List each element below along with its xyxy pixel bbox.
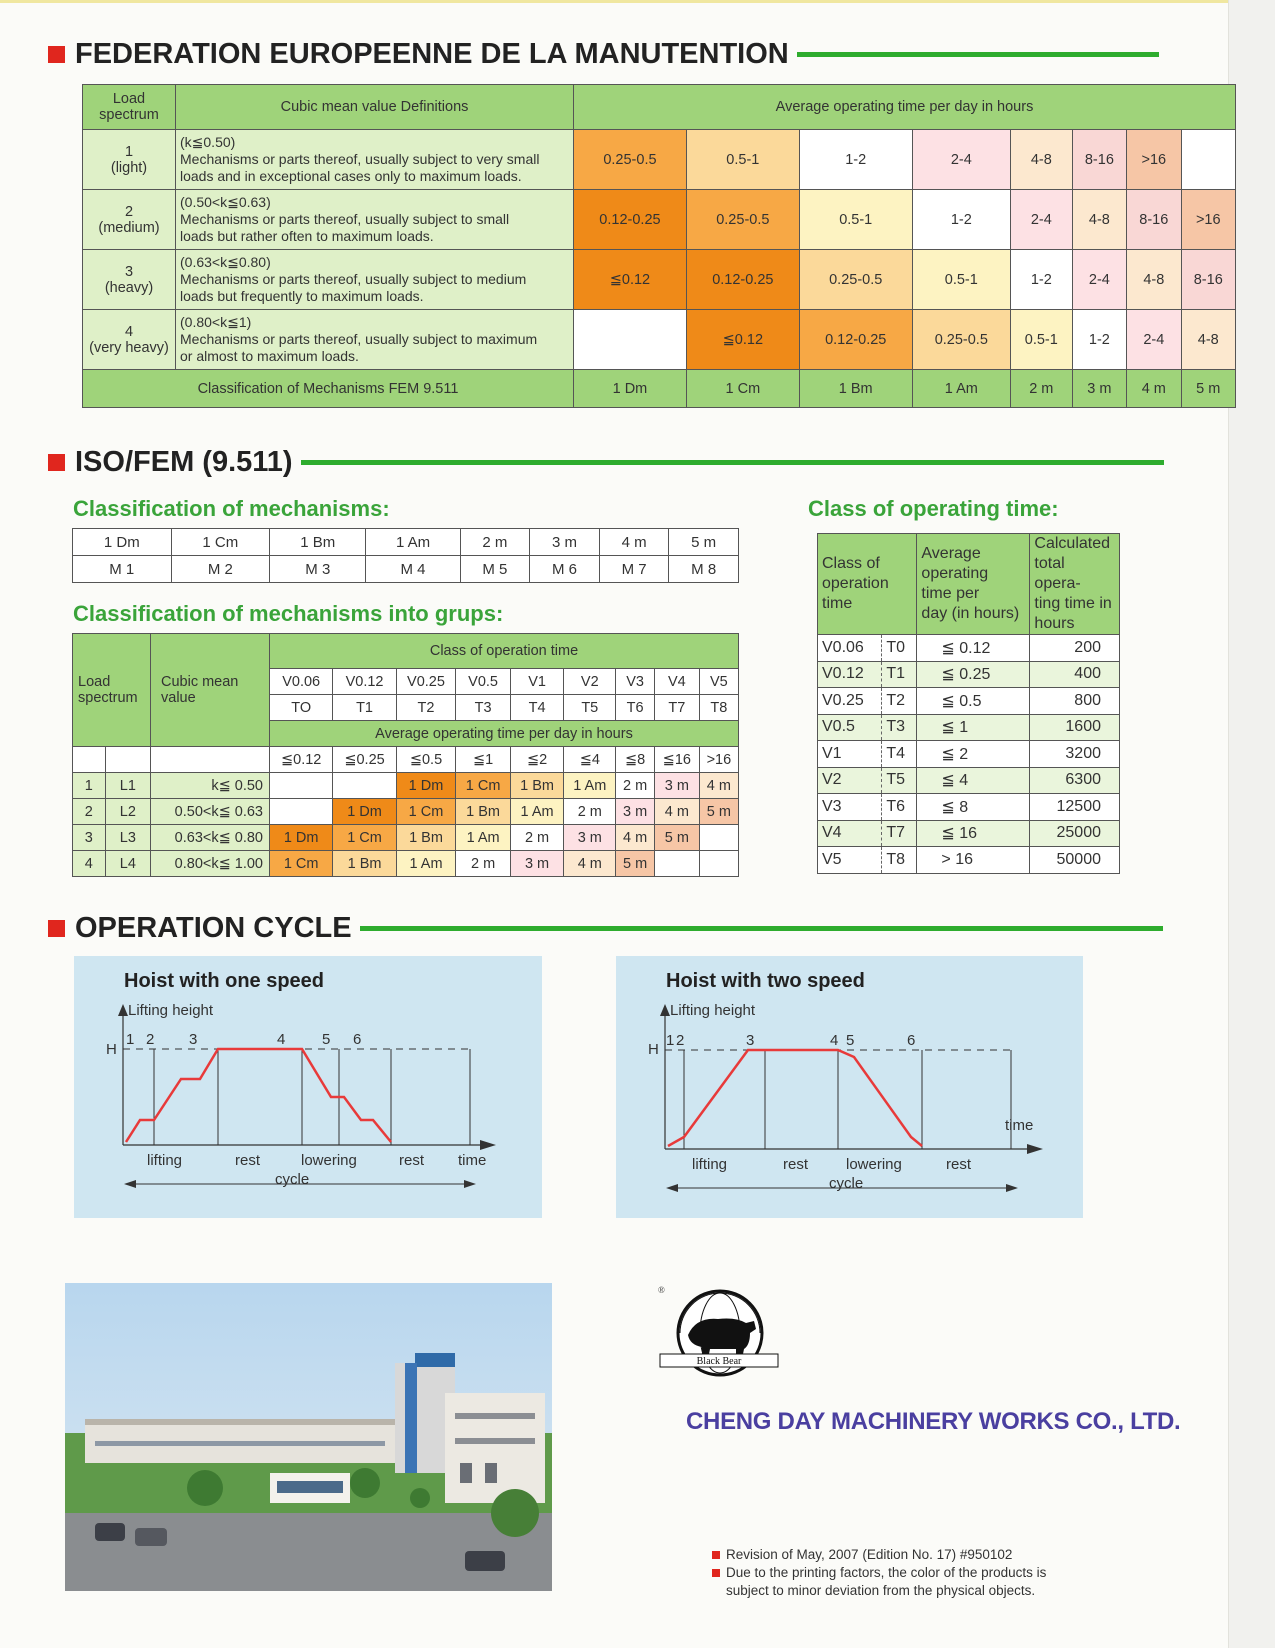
table-row bbox=[818, 847, 1120, 874]
groups-h-load: Load spectrum bbox=[73, 634, 151, 747]
cm-iso: M 7 bbox=[599, 556, 669, 583]
fem-cell: ≦0.12 bbox=[574, 250, 687, 310]
table-cell: ≦ 1 bbox=[917, 714, 1030, 741]
table-row bbox=[73, 747, 739, 773]
table-cell bbox=[105, 747, 150, 773]
table-cell: L3 bbox=[105, 825, 150, 851]
table-row bbox=[818, 794, 1120, 821]
table-cell: ≦ 4 bbox=[917, 767, 1030, 794]
table-cell: 4 m bbox=[654, 799, 699, 825]
table-row bbox=[818, 534, 1120, 635]
diagram-two-speed bbox=[616, 956, 1083, 1218]
table-cell: ≦0.25 bbox=[333, 747, 396, 773]
cm-iso: M 5 bbox=[460, 556, 530, 583]
table-cell: V1 bbox=[510, 669, 563, 695]
table-row bbox=[818, 820, 1120, 847]
phase-label: lowering bbox=[301, 1152, 357, 1169]
table-cell bbox=[270, 773, 333, 799]
point-label: 6 bbox=[907, 1032, 916, 1049]
groups-h-avg: Average operating time per day in hours bbox=[270, 721, 739, 747]
section-title: OPERATION CYCLE bbox=[75, 912, 352, 944]
fem-cell: 8-16 bbox=[1072, 130, 1126, 190]
note-item: subject to minor deviation from the physical objects. bbox=[726, 1583, 1036, 1598]
cm-iso: M 1 bbox=[73, 556, 172, 583]
table-cell bbox=[151, 747, 270, 773]
table-cell: V2 bbox=[818, 767, 882, 794]
table-cell: 1 Dm bbox=[333, 799, 396, 825]
cm-fem: 3 m bbox=[530, 529, 600, 556]
footnotes bbox=[712, 1546, 1046, 1600]
fem-cell: 4-8 bbox=[1181, 310, 1235, 370]
table-cell: 1 Am bbox=[564, 773, 616, 799]
table-cell: 4 bbox=[73, 851, 106, 877]
section-cycle-header bbox=[48, 912, 1163, 945]
fem-cell: 8-16 bbox=[1181, 250, 1235, 310]
table-cell: TO bbox=[270, 695, 333, 721]
table-cell: 1 Cm bbox=[396, 799, 456, 825]
point-label: 3 bbox=[746, 1032, 755, 1049]
table-cell: 1 Cm bbox=[456, 773, 511, 799]
fem-class: 1 Dm bbox=[574, 370, 687, 408]
fem-cell: 2-4 bbox=[1072, 250, 1126, 310]
table-row bbox=[73, 634, 739, 669]
table-cell: ≦ 2 bbox=[917, 741, 1030, 768]
table-cell: 0.63<k≦ 0.80 bbox=[151, 825, 270, 851]
fem-cell: 1-2 bbox=[912, 190, 1010, 250]
fem-cell: 0.12-0.25 bbox=[799, 310, 912, 370]
cm-iso: M 6 bbox=[530, 556, 600, 583]
table-row bbox=[818, 661, 1120, 688]
optime-table bbox=[817, 533, 1120, 874]
fem-definition: (0.50<k≦0.63) Mechanisms or parts thereof, usually subject to small loads but rather often to maximum loads. bbox=[176, 190, 574, 250]
point-label: 1 bbox=[666, 1032, 675, 1049]
fem-definition: (0.63<k≦0.80) Mechanisms or parts thereof, usually subject to medium loads but frequently to maximum loads. bbox=[176, 250, 574, 310]
point-label: 4 bbox=[277, 1031, 286, 1048]
table-cell: 1600 bbox=[1030, 714, 1120, 741]
black-bear-logo bbox=[658, 1283, 788, 1383]
fem-cell bbox=[574, 310, 687, 370]
table-cell: 4 m bbox=[616, 825, 655, 851]
table-cell bbox=[270, 799, 333, 825]
point-label: 5 bbox=[322, 1031, 331, 1048]
fem-cell: 8-16 bbox=[1127, 190, 1181, 250]
table-cell: 800 bbox=[1030, 688, 1120, 715]
point-label: 5 bbox=[846, 1032, 855, 1049]
section-iso-header bbox=[48, 446, 1164, 479]
table-cell: T7 bbox=[654, 695, 699, 721]
table-cell: 6300 bbox=[1030, 767, 1120, 794]
table-cell: V0.12 bbox=[333, 669, 396, 695]
table-cell: V3 bbox=[616, 669, 655, 695]
table-cell bbox=[73, 747, 106, 773]
table-cell: 5 m bbox=[654, 825, 699, 851]
table-cell: 1 Cm bbox=[333, 825, 396, 851]
table-row bbox=[818, 767, 1120, 794]
fem-cell: 0.25-0.5 bbox=[799, 250, 912, 310]
fem-cell bbox=[1181, 130, 1235, 190]
table-cell: L4 bbox=[105, 851, 150, 877]
y-axis-label: Lifting height bbox=[128, 1002, 214, 1019]
table-cell: 4 m bbox=[699, 773, 738, 799]
diagram-one-speed bbox=[74, 956, 542, 1218]
table-cell: L1 bbox=[105, 773, 150, 799]
table-cell: 1 Dm bbox=[270, 825, 333, 851]
table-cell: V2 bbox=[564, 669, 616, 695]
fem-class: 4 m bbox=[1127, 370, 1181, 408]
time-label: time bbox=[1005, 1117, 1034, 1134]
fem-cell: 1-2 bbox=[799, 130, 912, 190]
fem-cell: 4-8 bbox=[1127, 250, 1181, 310]
table-cell: ≦8 bbox=[616, 747, 655, 773]
optime-h2: Average operating time per day (in hours) bbox=[917, 534, 1030, 635]
fem-cell: 1-2 bbox=[1010, 250, 1072, 310]
fem-class: 3 m bbox=[1072, 370, 1126, 408]
table-cell: T4 bbox=[882, 741, 917, 768]
phase-label: rest bbox=[783, 1156, 809, 1173]
fem-cell: 0.5-1 bbox=[1010, 310, 1072, 370]
fem-cell: 2-4 bbox=[1010, 190, 1072, 250]
table-cell: L2 bbox=[105, 799, 150, 825]
table-row bbox=[818, 741, 1120, 768]
company-name: CHENG DAY MACHINERY WORKS CO., LTD. bbox=[686, 1408, 1181, 1435]
fem-cell: >16 bbox=[1127, 130, 1181, 190]
groups-row bbox=[73, 773, 739, 799]
optime-h3: Calculated total opera- ting time in hours bbox=[1030, 534, 1120, 635]
fem-row bbox=[83, 190, 1236, 250]
fem-definition: (0.80<k≦1) Mechanisms or parts thereof, usually subject to maximum or almost to maximum loads. bbox=[176, 310, 574, 370]
table-cell: T2 bbox=[882, 688, 917, 715]
table-row bbox=[818, 714, 1120, 741]
table-cell: 2 m bbox=[564, 799, 616, 825]
table-cell: V0.25 bbox=[396, 669, 456, 695]
fem-cell: 0.12-0.25 bbox=[574, 190, 687, 250]
groups-row bbox=[73, 799, 739, 825]
table-cell: V4 bbox=[654, 669, 699, 695]
table-cell: T7 bbox=[882, 820, 917, 847]
table-cell: ≦1 bbox=[456, 747, 511, 773]
fem-cell: 0.25-0.5 bbox=[686, 190, 799, 250]
cm-iso: M 4 bbox=[366, 556, 460, 583]
table-cell: 2 bbox=[73, 799, 106, 825]
table-cell: 3 m bbox=[654, 773, 699, 799]
table-cell: 3 m bbox=[616, 799, 655, 825]
red-square-icon bbox=[48, 46, 65, 63]
red-square-icon bbox=[48, 920, 65, 937]
groups-title: Classification of mechanisms into grups: bbox=[73, 601, 504, 626]
cm-iso: M 2 bbox=[171, 556, 270, 583]
fem-class: 1 Cm bbox=[686, 370, 799, 408]
phase-label: lowering bbox=[846, 1156, 902, 1173]
table-cell: 0.50<k≦ 0.63 bbox=[151, 799, 270, 825]
note-item: Due to the printing factors, the color of the products is bbox=[712, 1564, 1046, 1582]
groups-h-cubic: Cubic mean value bbox=[151, 634, 270, 747]
table-row bbox=[83, 85, 1236, 130]
fem-row bbox=[83, 130, 1236, 190]
table-cell: V5 bbox=[818, 847, 882, 874]
table-cell: V0.25 bbox=[818, 688, 882, 715]
fem-header-average: Average operating time per day in hours bbox=[574, 85, 1236, 130]
table-cell: 200 bbox=[1030, 635, 1120, 662]
table-row bbox=[73, 529, 739, 556]
fem-class: 2 m bbox=[1010, 370, 1072, 408]
point-label: 2 bbox=[676, 1032, 685, 1049]
h-label: H bbox=[106, 1041, 117, 1058]
fem-cell: 0.12-0.25 bbox=[686, 250, 799, 310]
table-cell: V4 bbox=[818, 820, 882, 847]
fem-class: 1 Am bbox=[912, 370, 1010, 408]
fem-load: 4 (very heavy) bbox=[83, 310, 176, 370]
table-cell: T3 bbox=[882, 714, 917, 741]
fem-cell: 0.5-1 bbox=[912, 250, 1010, 310]
cm-iso: M 3 bbox=[270, 556, 366, 583]
table-cell: V0.06 bbox=[270, 669, 333, 695]
point-label: 6 bbox=[353, 1031, 362, 1048]
cm-fem: 1 Cm bbox=[171, 529, 270, 556]
diagram-title: Hoist with one speed bbox=[124, 970, 325, 992]
table-cell bbox=[654, 851, 699, 877]
table-cell: T6 bbox=[882, 794, 917, 821]
phase-label: lifting bbox=[147, 1152, 183, 1169]
table-cell: 1 Dm bbox=[396, 773, 456, 799]
section-title: ISO/FEM (9.511) bbox=[75, 446, 293, 478]
table-cell: 2 m bbox=[510, 825, 563, 851]
fem-cell: 2-4 bbox=[912, 130, 1010, 190]
table-cell: 2 m bbox=[456, 851, 511, 877]
fem-load: 1 (light) bbox=[83, 130, 176, 190]
fem-class: 1 Bm bbox=[799, 370, 912, 408]
red-square-icon bbox=[48, 454, 65, 471]
fem-cell: 0.25-0.5 bbox=[912, 310, 1010, 370]
table-cell: V0.12 bbox=[818, 661, 882, 688]
y-axis-label: Lifting height bbox=[670, 1002, 756, 1019]
fem-header-load: Load spectrum bbox=[83, 85, 176, 130]
table-cell: V3 bbox=[818, 794, 882, 821]
table-cell: ≦0.12 bbox=[270, 747, 333, 773]
table-cell: 3 m bbox=[564, 825, 616, 851]
table-cell: ≦ 0.25 bbox=[917, 661, 1030, 688]
fem-cell: 4-8 bbox=[1010, 130, 1072, 190]
fem-cell: >16 bbox=[1181, 190, 1235, 250]
table-cell: 25000 bbox=[1030, 820, 1120, 847]
fem-row bbox=[83, 310, 1236, 370]
svg-text:®: ® bbox=[658, 1285, 665, 1295]
table-cell: ≦16 bbox=[654, 747, 699, 773]
section-title: FEDERATION EUROPEENNE DE LA MANUTENTION bbox=[75, 38, 789, 70]
table-cell: T3 bbox=[456, 695, 511, 721]
table-cell: ≦2 bbox=[510, 747, 563, 773]
table-cell: 1 Cm bbox=[270, 851, 333, 877]
fem-definition: (k≦0.50) Mechanisms or parts thereof, usually subject to very small loads and in exceptional cases only to maximum loads. bbox=[176, 130, 574, 190]
table-cell: V0.06 bbox=[818, 635, 882, 662]
groups-row bbox=[73, 851, 739, 877]
table-cell: T2 bbox=[396, 695, 456, 721]
fem-class-label: Classification of Mechanisms FEM 9.511 bbox=[83, 370, 574, 408]
table-cell: 0.80<k≦ 1.00 bbox=[151, 851, 270, 877]
table-cell: ≦ 16 bbox=[917, 820, 1030, 847]
fem-row bbox=[83, 250, 1236, 310]
table-cell: V1 bbox=[818, 741, 882, 768]
table-cell: k≦ 0.50 bbox=[151, 773, 270, 799]
fem-load: 2 (medium) bbox=[83, 190, 176, 250]
class-mech-table bbox=[72, 528, 739, 583]
table-cell: 4 m bbox=[564, 851, 616, 877]
fem-table bbox=[82, 84, 1236, 408]
point-label: 3 bbox=[189, 1031, 198, 1048]
cm-fem: 2 m bbox=[460, 529, 530, 556]
table-cell: 12500 bbox=[1030, 794, 1120, 821]
table-cell: 400 bbox=[1030, 661, 1120, 688]
table-cell: 50000 bbox=[1030, 847, 1120, 874]
table-cell: V0.5 bbox=[818, 714, 882, 741]
cm-iso: M 8 bbox=[669, 556, 739, 583]
point-label: 4 bbox=[830, 1032, 839, 1049]
optime-title: Class of operating time: bbox=[808, 496, 1059, 521]
section-fem-header bbox=[48, 38, 1159, 71]
table-cell: ≦ 0.12 bbox=[917, 635, 1030, 662]
table-row bbox=[818, 635, 1120, 662]
table-cell: 1 Am bbox=[396, 851, 456, 877]
fem-cell: 0.5-1 bbox=[799, 190, 912, 250]
table-cell: 1 bbox=[73, 773, 106, 799]
fem-header-definitions: Cubic mean value Definitions bbox=[176, 85, 574, 130]
table-cell: V0.5 bbox=[456, 669, 511, 695]
table-cell: 1 Bm bbox=[510, 773, 563, 799]
fem-cell: 2-4 bbox=[1127, 310, 1181, 370]
table-cell: T1 bbox=[333, 695, 396, 721]
fem-cell: ≦0.12 bbox=[686, 310, 799, 370]
table-cell: > 16 bbox=[917, 847, 1030, 874]
table-cell: 2 m bbox=[616, 773, 655, 799]
factory-photo bbox=[65, 1283, 552, 1591]
table-cell: >16 bbox=[699, 747, 738, 773]
time-label: time bbox=[458, 1152, 487, 1169]
phase-label: rest bbox=[235, 1152, 261, 1169]
fem-cell: 0.5-1 bbox=[686, 130, 799, 190]
table-cell bbox=[699, 825, 738, 851]
groups-h-class: Class of operation time bbox=[270, 634, 739, 669]
top-edge-line bbox=[0, 0, 1228, 3]
table-cell: T5 bbox=[564, 695, 616, 721]
fem-cell: 0.25-0.5 bbox=[574, 130, 687, 190]
table-cell: T8 bbox=[699, 695, 738, 721]
point-label: 1 bbox=[126, 1031, 135, 1048]
section-rule bbox=[360, 926, 1163, 931]
table-cell: ≦ 0.5 bbox=[917, 688, 1030, 715]
fem-load: 3 (heavy) bbox=[83, 250, 176, 310]
table-cell: 1 Bm bbox=[456, 799, 511, 825]
optime-h1: Class of operation time bbox=[818, 534, 917, 635]
table-cell: 1 Bm bbox=[396, 825, 456, 851]
cm-fem: 1 Bm bbox=[270, 529, 366, 556]
point-label: 2 bbox=[146, 1031, 155, 1048]
fem-cell: 4-8 bbox=[1072, 190, 1126, 250]
cm-fem: 4 m bbox=[599, 529, 669, 556]
phase-label: rest bbox=[946, 1156, 972, 1173]
table-cell bbox=[333, 773, 396, 799]
class-mech-title: Classification of mechanisms: bbox=[73, 496, 390, 521]
table-cell: 1 Am bbox=[456, 825, 511, 851]
table-cell: V5 bbox=[699, 669, 738, 695]
section-rule bbox=[301, 460, 1164, 465]
cycle-label: cycle bbox=[829, 1175, 864, 1192]
fem-class: 5 m bbox=[1181, 370, 1235, 408]
fem-cell: 1-2 bbox=[1072, 310, 1126, 370]
table-cell: ≦4 bbox=[564, 747, 616, 773]
cm-fem: 1 Dm bbox=[73, 529, 172, 556]
h-label: H bbox=[648, 1041, 659, 1058]
table-row bbox=[73, 556, 739, 583]
fem-class-row bbox=[83, 370, 1236, 408]
cycle-label: cycle bbox=[275, 1171, 310, 1188]
table-cell: 3200 bbox=[1030, 741, 1120, 768]
table-cell: T5 bbox=[882, 767, 917, 794]
table-cell: T1 bbox=[882, 661, 917, 688]
table-cell: T8 bbox=[882, 847, 917, 874]
phase-label: lifting bbox=[692, 1156, 728, 1173]
table-cell: T0 bbox=[882, 635, 917, 662]
groups-table bbox=[72, 633, 739, 877]
cm-fem: 5 m bbox=[669, 529, 739, 556]
groups-row bbox=[73, 825, 739, 851]
table-cell bbox=[699, 851, 738, 877]
note-item: Revision of May, 2007 (Edition No. 17) #950102 bbox=[712, 1546, 1046, 1564]
diagram-title: Hoist with two speed bbox=[666, 970, 865, 992]
table-cell: ≦ 8 bbox=[917, 794, 1030, 821]
table-cell: 3 bbox=[73, 825, 106, 851]
table-cell: ≦0.5 bbox=[396, 747, 456, 773]
table-cell: T6 bbox=[616, 695, 655, 721]
table-cell: 5 m bbox=[616, 851, 655, 877]
svg-text:Black Bear: Black Bear bbox=[696, 1356, 742, 1367]
table-cell: 3 m bbox=[510, 851, 563, 877]
table-cell: 1 Bm bbox=[333, 851, 396, 877]
table-cell: 1 Am bbox=[510, 799, 563, 825]
cm-fem: 1 Am bbox=[366, 529, 460, 556]
phase-label: rest bbox=[399, 1152, 425, 1169]
table-cell: T4 bbox=[510, 695, 563, 721]
table-cell: 5 m bbox=[699, 799, 738, 825]
section-rule bbox=[797, 52, 1159, 57]
table-row bbox=[818, 688, 1120, 715]
